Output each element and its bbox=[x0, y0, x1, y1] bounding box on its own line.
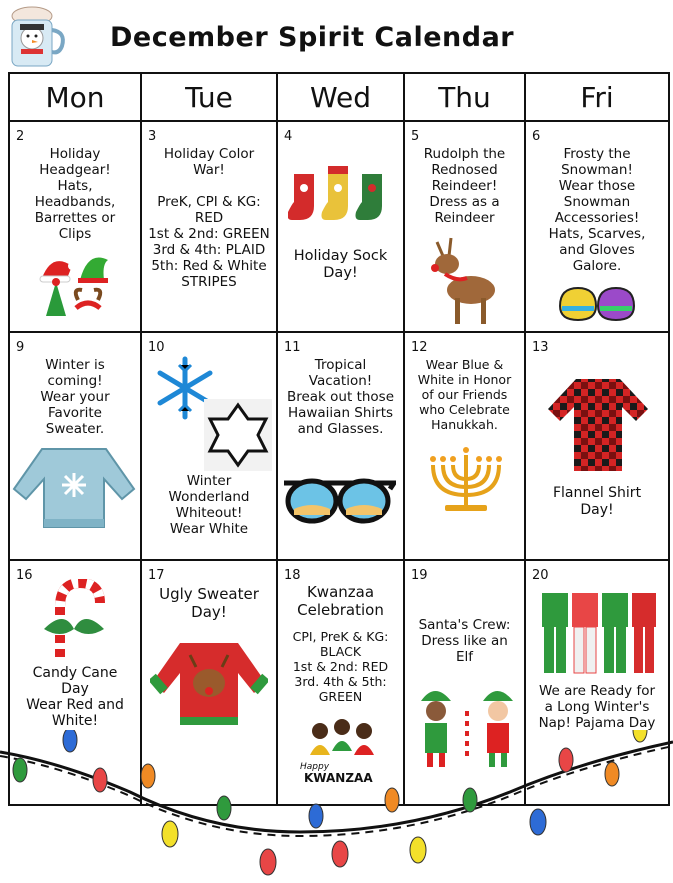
day-description-line: Wear those bbox=[558, 178, 636, 194]
day-description bbox=[526, 146, 668, 274]
day-description bbox=[278, 248, 403, 282]
flannel-shirt-icon bbox=[546, 375, 650, 473]
snowman-mug-icon bbox=[2, 2, 72, 72]
day-description-line: a Long Winter's bbox=[544, 699, 650, 715]
day-description-line: Tropical bbox=[314, 357, 367, 373]
day-description-line: Hats, Scarves, bbox=[548, 226, 646, 242]
weekday-header: Tue bbox=[141, 73, 277, 121]
weekday-header-row bbox=[9, 73, 669, 121]
day-description-line: Barrettes or bbox=[34, 210, 116, 226]
day-description-line: Headbands, bbox=[34, 194, 116, 210]
day-description-line: Rednosed bbox=[431, 162, 498, 178]
day-description-line: Elf bbox=[455, 649, 474, 665]
day-description-line: 5th: Red & White bbox=[151, 258, 267, 274]
day-description-line: coming! bbox=[47, 373, 103, 389]
day-number: 2 bbox=[16, 129, 25, 144]
day-description-line: Hats, bbox=[57, 178, 93, 194]
day-cell bbox=[277, 121, 404, 332]
day-description-line: Wear your bbox=[40, 389, 110, 405]
day-number: 11 bbox=[284, 340, 301, 355]
day-number: 17 bbox=[148, 568, 165, 583]
day-number: 20 bbox=[532, 568, 549, 583]
day-number: 10 bbox=[148, 340, 165, 355]
day-description-line: Wonderland bbox=[168, 489, 250, 505]
mittens-icon bbox=[556, 284, 638, 324]
day-description-line: PreK, CPI & KG: bbox=[157, 194, 261, 210]
day-description-line: Ugly Sweater bbox=[159, 585, 259, 603]
day-number: 12 bbox=[411, 340, 428, 355]
day-description-line: Winter is bbox=[45, 357, 105, 373]
day-description-line: and Gloves bbox=[559, 242, 635, 258]
winter-sweater-icon bbox=[12, 443, 136, 529]
day-description-line: White! bbox=[51, 713, 99, 729]
day-description bbox=[405, 146, 524, 226]
day-description-line: Dress as a bbox=[429, 194, 500, 210]
day-description: CPI, PreK & KG: BLACK 1st & 2nd: RED 3rd. 4th & 5th: GREEN bbox=[292, 629, 389, 704]
day-description-line: Sweater. bbox=[45, 421, 105, 437]
day-description-line: STRIPES bbox=[181, 274, 237, 290]
day-description-line: Clips bbox=[58, 226, 92, 242]
paper-snowflake-icon bbox=[200, 395, 276, 475]
day-cell bbox=[9, 332, 141, 560]
day-description bbox=[526, 485, 668, 519]
day-description-line: Hanukkah. bbox=[431, 417, 498, 432]
day-description-line: Snowman bbox=[563, 194, 631, 210]
day-description-line bbox=[146, 178, 272, 194]
day-description-line: Wear Red and bbox=[26, 697, 124, 713]
day-description-line: We are Ready for bbox=[538, 683, 656, 699]
kwanzaa-logo-word: KWANZAA bbox=[304, 771, 373, 785]
day-description-line: Day! bbox=[323, 265, 358, 281]
day-description bbox=[10, 665, 140, 729]
day-cell bbox=[404, 121, 525, 332]
day-description bbox=[10, 146, 140, 242]
day-description-line: Nap! Pajama Day bbox=[538, 715, 656, 731]
day-description-line: and Glasses. bbox=[297, 421, 384, 437]
day-description-line: who Celebrate bbox=[419, 402, 510, 417]
day-description bbox=[142, 146, 276, 290]
day-cell bbox=[525, 121, 669, 332]
candy-cane-icon bbox=[40, 579, 112, 665]
day-description-line: Vacation! bbox=[308, 373, 373, 389]
day-number: 13 bbox=[532, 340, 549, 355]
day-description-line: RED bbox=[194, 210, 224, 226]
day-number: 6 bbox=[532, 129, 541, 144]
day-description-line: Reindeer! bbox=[431, 178, 498, 194]
day-description-line: War! bbox=[193, 162, 225, 178]
day-description-line: Accessories! bbox=[554, 210, 640, 226]
day-description-line: Reindeer bbox=[434, 210, 495, 226]
day-description-line: Dress like an bbox=[421, 633, 508, 649]
day-description-line: of our Friends bbox=[421, 387, 508, 402]
day-description-line: Hawaiian Shirts bbox=[287, 405, 394, 421]
day-description-line: 3rd & 4th: PLAID bbox=[152, 242, 266, 258]
rudolph-reindeer-icon bbox=[425, 232, 505, 328]
weekday-header: Fri bbox=[525, 73, 669, 121]
day-description-line: Holiday Sock bbox=[293, 248, 388, 264]
weekday-header: Thu bbox=[404, 73, 525, 121]
light-bulbs bbox=[13, 730, 647, 875]
day-description-line: Holiday Color bbox=[163, 146, 255, 162]
day-description bbox=[10, 357, 140, 437]
day-description-line: Rudolph the bbox=[423, 146, 506, 162]
day-description-line: Headgear! bbox=[39, 162, 111, 178]
day-description-line: Day bbox=[61, 681, 89, 697]
day-description-line: Candy Cane bbox=[32, 665, 118, 681]
day-description-line: Santa's Crew: bbox=[418, 617, 511, 633]
holiday-hats-icon bbox=[38, 250, 110, 320]
day-description-line: Snowman! bbox=[561, 162, 633, 178]
page-title: December Spirit Calendar bbox=[110, 22, 515, 53]
ugly-sweater-icon bbox=[150, 637, 268, 733]
day-number: 9 bbox=[16, 340, 25, 355]
day-description-line: 1st & 2nd: GREEN bbox=[148, 226, 270, 242]
day-description bbox=[142, 585, 276, 621]
day-cell bbox=[525, 332, 669, 560]
day-cell bbox=[141, 121, 277, 332]
sunglasses-icon bbox=[282, 473, 396, 529]
day-description-line: Flannel Shirt bbox=[552, 485, 642, 501]
day-number: 5 bbox=[411, 129, 420, 144]
day-description-line: Galore. bbox=[572, 258, 622, 274]
holiday-socks-icon bbox=[288, 162, 392, 228]
christmas-lights-decoration bbox=[0, 730, 673, 883]
day-description-line: Winter bbox=[186, 473, 232, 489]
day-description-line: Day! bbox=[580, 502, 614, 518]
day-description bbox=[405, 617, 524, 665]
day-description bbox=[278, 357, 403, 437]
calendar-grid bbox=[8, 72, 670, 806]
day-number: 16 bbox=[16, 568, 33, 583]
day-description-line: Frosty the bbox=[563, 146, 631, 162]
day-description bbox=[142, 473, 276, 537]
day-description-line: Favorite bbox=[48, 405, 102, 421]
day-number: 4 bbox=[284, 129, 293, 144]
day-description-line: Day! bbox=[191, 603, 227, 621]
day-description-line: Holiday bbox=[49, 146, 101, 162]
day-description-line: Wear White bbox=[169, 521, 249, 537]
day-number: 18 bbox=[284, 568, 301, 583]
day-cell bbox=[141, 332, 277, 560]
menorah-icon bbox=[425, 445, 507, 515]
day-description-line: Wear Blue & bbox=[425, 357, 504, 372]
day-cell bbox=[404, 332, 525, 560]
weekday-header: Mon bbox=[9, 73, 141, 121]
day-number: 19 bbox=[411, 568, 428, 583]
day-description-line: Whiteout! bbox=[175, 505, 243, 521]
day-cell bbox=[9, 121, 141, 332]
day-cell bbox=[277, 332, 404, 560]
day-title: Kwanzaa Celebration bbox=[297, 583, 384, 619]
day-description-line: Break out those bbox=[286, 389, 395, 405]
day-description bbox=[405, 357, 524, 432]
weekday-header: Wed bbox=[277, 73, 404, 121]
day-number: 3 bbox=[148, 129, 157, 144]
kwanzaa-logo-happy: Happy bbox=[300, 762, 330, 772]
pajamas-icon bbox=[536, 587, 658, 679]
day-description bbox=[526, 683, 668, 731]
day-description-line: White in Honor bbox=[417, 372, 512, 387]
